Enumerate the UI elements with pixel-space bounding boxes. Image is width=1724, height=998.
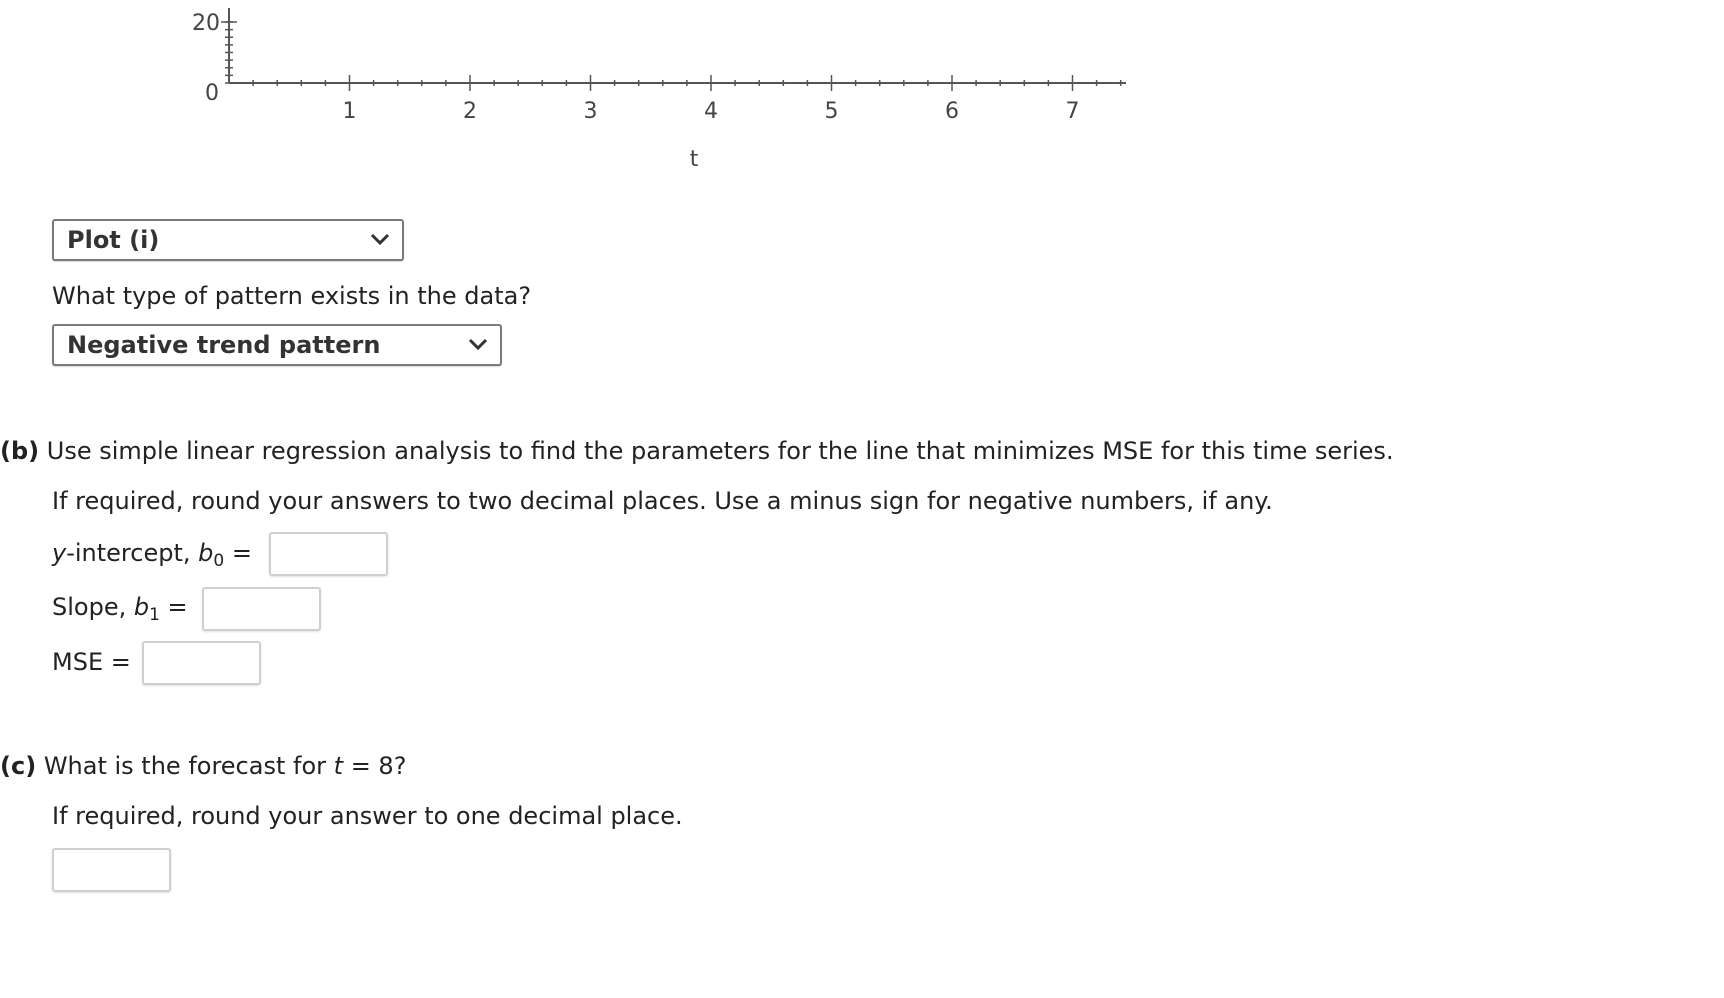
- x-tick-label: 3: [583, 99, 598, 124]
- pattern-select[interactable]: [52, 324, 502, 366]
- slope-input-box[interactable]: [202, 587, 321, 631]
- intercept-equals: =: [231, 539, 252, 567]
- intercept-label: [52, 539, 252, 571]
- chevron-down-icon: [468, 338, 488, 352]
- mse-equals: =: [110, 648, 131, 676]
- part-c-label: (c): [0, 752, 37, 780]
- part-b-question: Use simple linear regression analysis to find the parameters for the line that minimizes MSE for this time series.: [46, 437, 1394, 465]
- intercept-y-var: y: [52, 539, 67, 567]
- x-tick-label: 4: [704, 99, 718, 124]
- mse-label-text: MSE: [52, 648, 104, 676]
- intercept-input[interactable]: [271, 534, 386, 574]
- x-tick-label: 5: [824, 99, 839, 124]
- part-c-question-prefix: What is the forecast for: [43, 752, 334, 780]
- slope-label-text: Slope,: [52, 593, 134, 621]
- time-series-plot: [0, 0, 1140, 175]
- forecast-input[interactable]: [54, 850, 169, 890]
- part-c-t-var: t: [333, 752, 344, 780]
- y-tick-label: 20: [192, 11, 220, 36]
- plot-select[interactable]: [52, 219, 404, 261]
- x-tick-label: 2: [463, 99, 477, 124]
- mse-label: [52, 648, 131, 676]
- x-axis-label: t: [689, 147, 699, 172]
- intercept-input-box[interactable]: [269, 532, 388, 576]
- slope-input[interactable]: [204, 589, 319, 629]
- intercept-b-var: b: [198, 539, 214, 567]
- pattern-select-value: Negative trend pattern: [67, 331, 381, 359]
- x-tick-label: 7: [1065, 99, 1080, 124]
- part-b-question-line: [0, 437, 1394, 465]
- pattern-question: What type of pattern exists in the data?: [52, 282, 532, 310]
- mse-input-box[interactable]: [142, 641, 261, 685]
- x-tick-label: 6: [945, 99, 959, 124]
- part-c-question-line: [0, 752, 406, 780]
- plot-svg: [0, 0, 1140, 175]
- slope-equals: =: [167, 593, 188, 621]
- forecast-input-box[interactable]: [52, 848, 171, 892]
- chevron-down-icon: [370, 233, 390, 247]
- intercept-subscript: 0: [213, 551, 225, 571]
- part-c-question-suffix: = 8?: [343, 752, 407, 780]
- y-tick-label: 0: [205, 81, 219, 106]
- part-b-label: (b): [0, 437, 40, 465]
- slope-subscript: 1: [149, 605, 160, 625]
- part-c-instruction: If required, round your answer to one decimal place.: [52, 802, 683, 830]
- part-b-instruction: If required, round your answers to two decimal places. Use a minus sign for negative numbers, if any.: [52, 487, 1273, 515]
- intercept-label-text: -intercept,: [66, 539, 199, 567]
- x-tick-label: 1: [342, 99, 357, 124]
- plot-select-value: Plot (i): [67, 226, 160, 254]
- mse-input[interactable]: [144, 643, 259, 683]
- slope-label: [52, 593, 188, 625]
- slope-b-var: b: [133, 593, 150, 621]
